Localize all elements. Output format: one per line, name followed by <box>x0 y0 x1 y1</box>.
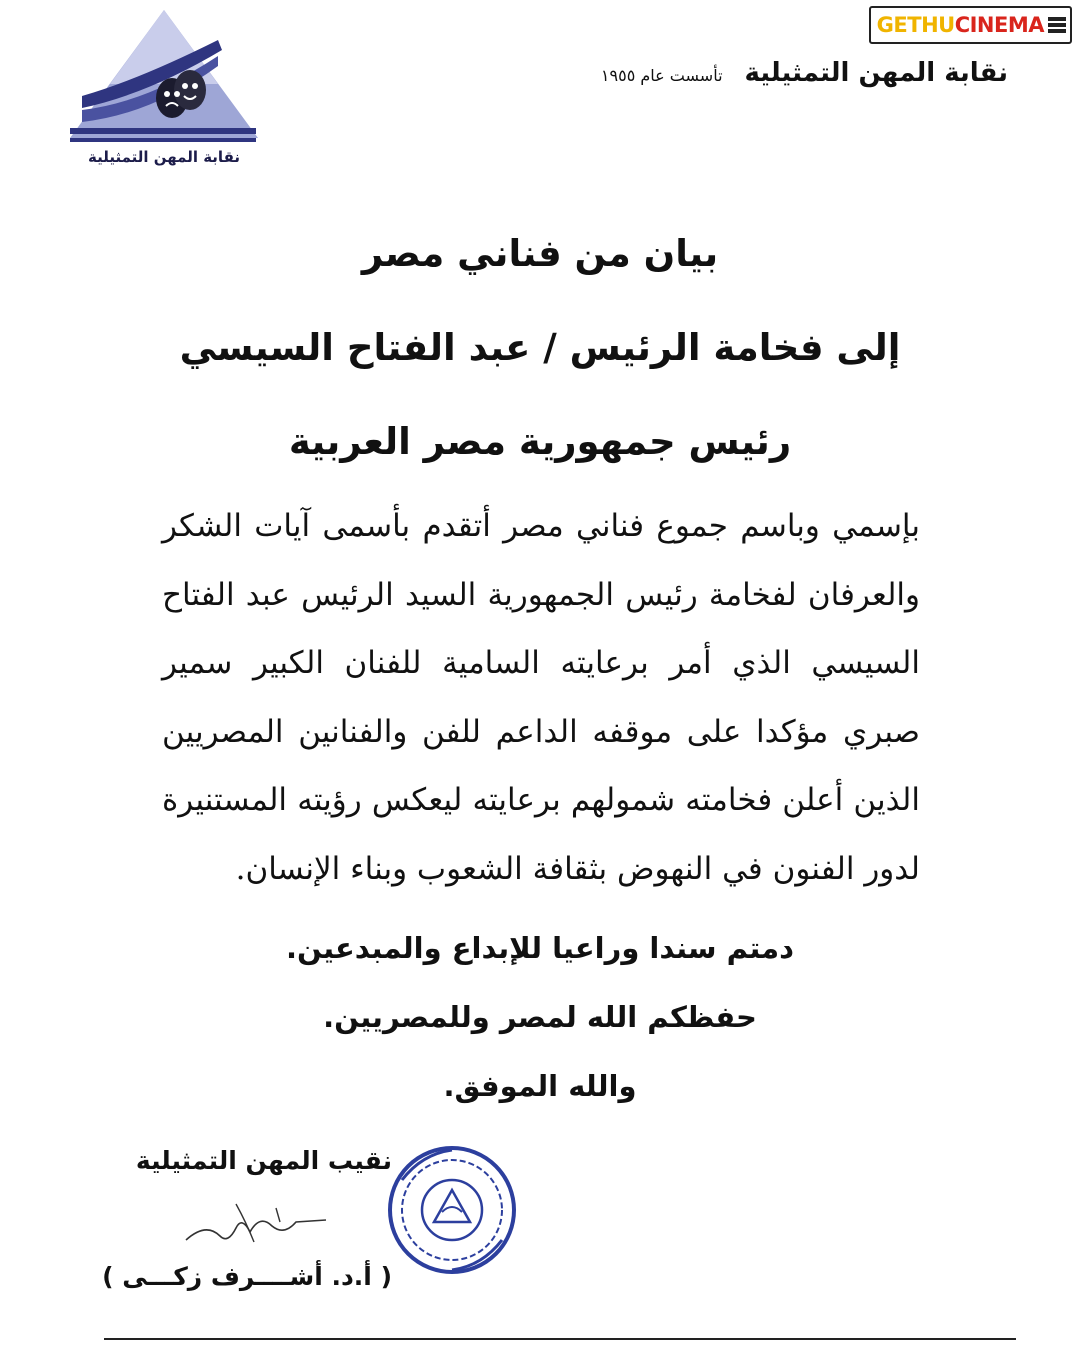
closing-line: دمتم سندا وراعيا للإبداع والمبدعين. <box>286 931 794 965</box>
syndicate-logo <box>68 10 260 170</box>
watermark-text-a: GETHU <box>876 13 955 37</box>
statement-addressee-position: رئيس جمهورية مصر العربية <box>288 420 792 463</box>
statement-titles <box>0 222 1080 504</box>
film-strip-icon <box>1048 17 1066 33</box>
official-stamp <box>382 1140 522 1280</box>
closing-lines <box>0 918 1080 1125</box>
statement-title: بيان من فناني مصر <box>361 232 719 275</box>
handwritten-signature <box>176 1192 336 1256</box>
logo-label: نقابة المهن التمثيلية <box>87 148 240 166</box>
statement-body: بإسمي وباسم جموع فناني مصر أتقدم بأسمى آيات الشكر والعرفان لفخامة رئيس الجمهورية السيد الرئيس عبد الفتاح السيسي الذي أمر برعايته السامية للفنان الكبير سمير صبري مؤكدا على موقفه الداعم للفن والفنانين المصريين الذين أعلن فخامته شمولهم برعايته ليعكس رؤيته المستنيرة لدور الفنون في النهوض بثقافة الشعوب وبناء الإنسان. <box>162 508 920 887</box>
closing-line: حفظكم الله لمصر وللمصريين. <box>323 1000 757 1034</box>
letterhead <box>601 58 1008 88</box>
signatory-name: ( أ.د. أشــــرف زكـــى ) <box>102 1262 392 1291</box>
letterhead-org-name: نقابة المهن التمثيلية <box>744 58 1008 88</box>
watermark-text-b: CINEMA <box>954 13 1044 37</box>
statement-addressee: إلى فخامة الرئيس / عبد الفتاح السيسي <box>179 326 901 369</box>
theatre-masks-icon <box>68 10 260 170</box>
bottom-divider <box>104 1338 1016 1340</box>
signatory-role: نقيب المهن التمثيلية <box>135 1146 392 1175</box>
watermark-badge <box>869 6 1072 44</box>
closing-line: والله الموفق. <box>443 1069 637 1103</box>
letterhead-established: تأسست عام ١٩٥٥ <box>600 66 723 85</box>
